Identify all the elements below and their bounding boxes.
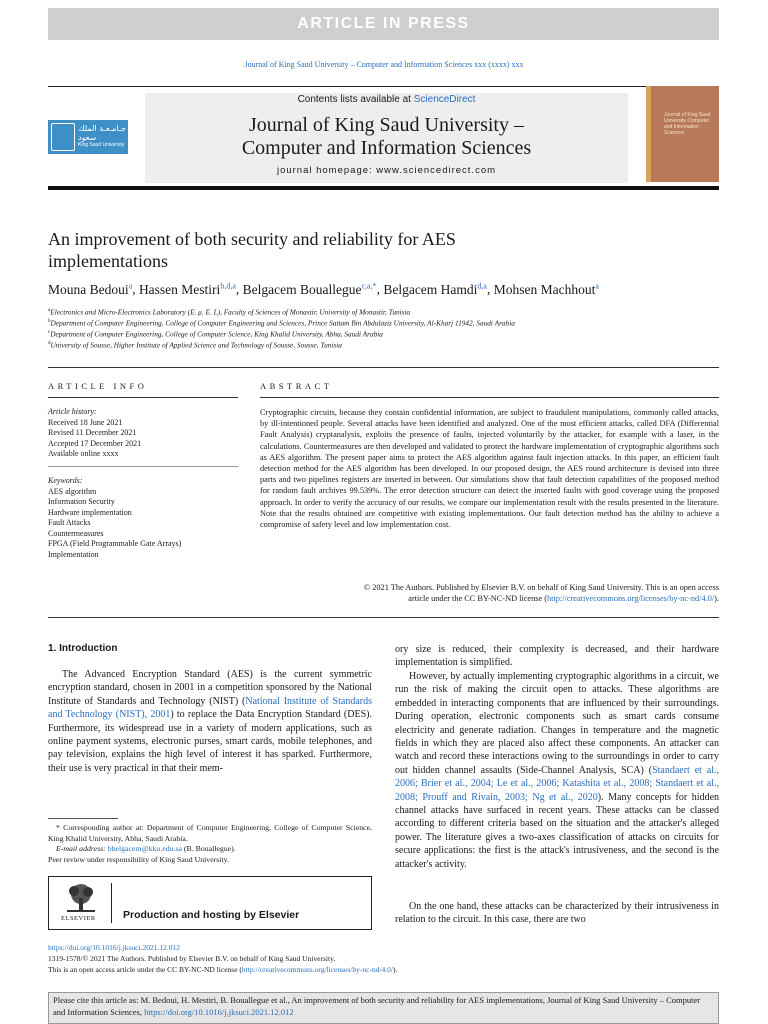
elsevier-wordmark: ELSEVIER [61, 915, 96, 922]
citation-text: Please cite this article as: M. Bedoui, H. Mestiri, B. Bouallegue et al., An improvement of both security and reliability for AES implementations, Journal of King Saud University – Computer and Information Sciences, [53, 995, 701, 1017]
affiliation: $^d$University of Sousse, Higher Institute of Applied Science and Technology of Sousse, Sousse, Tunisia [48, 340, 342, 350]
author-list: Mouna Bedoui$^a$, Hassen Mestiri$^{b,d,a}$, Belgacem Bouallegue$^{c,a,*}$, Belgacem Hamdi$^{d,a}$, Mohsen Machhout$^a$ [48, 281, 599, 297]
keyword: Information Security [48, 497, 115, 506]
copyright-line2: article under the CC BY-NC-ND license (http://creativecommons.org/licenses/by-nc-nd/4.0/). [408, 594, 719, 604]
article-title-line1: An improvement of both security and reliability for AES [48, 229, 456, 249]
affiliations-rule [48, 367, 719, 368]
contents-prefix: Contents lists available at [297, 94, 414, 105]
keywords-label: Keywords: [48, 476, 83, 485]
article-history [48, 407, 238, 460]
history-item: Received 18 June 2021 [48, 417, 123, 427]
elsevier-divider [111, 883, 112, 923]
journal-cover-thumbnail[interactable] [646, 86, 719, 182]
history-item: Available online xxxx [48, 449, 119, 458]
intro-paragraph: The Advanced Encryption Standard (AES) is the current symmetric encryption standard, chosen in 2001 in a competition sponsored by the National Institute of Standards and Technology (NIST) (National Institute of Standards and Technology (NIST), 2001) to replace the Data Encryption Standard (DES). Furthermore, its widespread use in a variety of modern applications, such as online payment systems, electronic purses, smart cards, mobile telephones, and pay television, explains the high level of interest it has sparked. Furthermore, their use is very practical in that their mem- [48, 669, 372, 774]
footnote-rule [48, 818, 118, 819]
author[interactable]: Mohsen Machhout$^a$ [493, 281, 599, 297]
peer-review-note: Peer review under responsibility of King Saud University. [48, 854, 229, 864]
ksu-logo-arabic: جـامـعـة الملك سعود [78, 124, 127, 142]
ksu-logo [48, 120, 128, 154]
history-item: Accepted 17 December 2021 [48, 438, 142, 448]
cc-license-link[interactable]: http://creativecommons.org/licenses/by-nc-nd/4.0/ [547, 594, 715, 604]
article-title [48, 228, 688, 272]
journal-reference-link[interactable]: Journal of King Saud University – Computer and Information Sciences xxx (xxxx) xxx [244, 60, 524, 69]
history-item: Revised 11 December 2021 [48, 428, 137, 437]
homepage-prefix: journal homepage: [276, 165, 377, 176]
homepage-link[interactable]: www.sciencedirect.com [376, 165, 497, 176]
author[interactable]: Belgacem Hamdi$^{d,a}$ [383, 281, 487, 297]
author[interactable]: Belgacem Bouallegue$^{c,a,*}$ [242, 281, 377, 297]
history-label: Article history: [48, 407, 97, 416]
author[interactable]: Mouna Bedoui$^a$ [48, 281, 133, 297]
masthead-bottom-rule [48, 186, 719, 190]
email-line: E-mail address: bbelgacem@kku.edu.sa (B. Bouallegue). [56, 844, 236, 854]
intro-paragraph: However, by actually implementing cryptographic algorithms in a circuit, we run the risk of making the circuit open to attacks. These algorithms are embedded in interacting components that are influenced by their surroundings. During operation, electronic components such as smart cards consume electricity and generate radiation. Changes in temperature and the magnetic fields in which they are placed also affect these components. An attacker can watch and record these interactions owing to the surroundings in order to carry out hidden channel assaults (Side-Channel Analysis, SCA) (Standaert et al., 2006; Brier et al., 2004; Le et al., 2006; Katashita et al., 2008; Standaert et al., 2008; Prouff and Rivain, 2003; Ng et al., 2020). Many concepts for hidden channel attacks have surfaced in recent years. These attacks can be classed according to different criteria based on the situation and the attacker's alleged power. The literature gives a two-axes classification of attacks on circuits for secure applications: the first is the attack's intrusiveness, and the second is the attacker's activity. [395, 671, 720, 870]
footnote [48, 823, 372, 865]
journal-title [145, 114, 628, 160]
citation-link[interactable]: Standaert et al., 2006; Brier et al., 2004; Le et al., 2006; Katashita et al., 2008; Standaert et al., 2008; Prouff and Rivain, 2003; Ng et al., 2020 [395, 764, 719, 803]
citation-doi-link[interactable]: https://doi.org/10.1016/j.jksuci.2021.12.012 [144, 1006, 294, 1017]
history-rule [48, 466, 238, 467]
article-info-heading: ARTICLE INFO [48, 381, 148, 391]
article-in-press-banner: ARTICLE IN PRESS [48, 8, 719, 40]
intro-paragraph: On the one hand, these attacks can be characterized by their intrusiveness in relation to the circuit. In this case, there are two [395, 901, 719, 926]
introduction-heading: 1. Introduction [48, 643, 118, 654]
ksu-logo-english: King Saud University [78, 142, 125, 148]
copyright-line1: © 2021 The Authors. Published by Elsevier B.V. on behalf of King Saud University. This is an open access [363, 583, 719, 592]
masthead-top-rule [48, 86, 719, 87]
cover-stripe [646, 86, 651, 182]
elsevier-hosting-box [48, 876, 372, 930]
abstract-rule [260, 397, 719, 398]
abstract-heading: ABSTRACT [260, 381, 333, 391]
keyword: FPGA (Field Programmable Gate Arrays) [48, 539, 182, 548]
license-line: This is an open access article under the CC BY-NC-ND license (http://creativecommons.org/licenses/by-nc-nd/4.0/). [48, 965, 398, 974]
keyword: Implementation [48, 549, 99, 559]
journal-homepage [145, 165, 628, 176]
article-info-rule [48, 397, 238, 398]
abstract-text: Cryptographic circuits, because they contain confidential information, are subject to fraudulent manipulations, commonly called attacks, by ill-intentioned people. Several attacks have been identified and analyzed. One of the most efficient attacks, called DFA (Differential Fault Analysis) cryptanalysis, exploits the presence of faults, injected voluntarily by the attacker, for example with a laser, in the calculations. Countermeasures are then developed and validated to protect the hardware implementation of cryptographic algorithms such as AES algorithm. The present paper aims to protect the AES algorithm against fault injection attacks. In this paper, an efficient fault detection method for the AES algorithm has been developed. In our proposed design, the AES round architecture is devised into three parts and two pipelines registers are inserted in between. Our simulations show that fault detection capabilities of the proposed method for random fault archives 99.539%. The error detection structure can detect the inserted faults with good coverage using the proposed approach. In order to verify the accuracy of our results, we compare our implementation result with the results presented in the literature. Note that the results obtained are competitive with existing implementations. Our fault detection method has the ability to achieve a compromise of safety level and low implementation cost. [260, 408, 719, 530]
license-link[interactable]: http://creativecommons.org/licenses/by-nc-nd/4.0/ [241, 965, 393, 974]
abstract-copyright [260, 582, 719, 604]
affiliation: $^a$Electronics and Micro-Electronics Laboratory (E. μ. E. L), Faculty of Sciences of Monastir, University of Monastir, Tunisia [48, 307, 411, 317]
keyword: AES algorithm [48, 486, 97, 496]
contents-available [145, 94, 628, 105]
abstract-bottom-rule [48, 617, 719, 618]
keyword: Countermeasures [48, 528, 104, 538]
keyword: Hardware implementation [48, 507, 132, 517]
journal-title-line2: Computer and Information Sciences [241, 137, 532, 159]
keyword: Fault Attacks [48, 518, 91, 527]
affiliation: $^c$Department of Computer Engineering, College of Computer Science, King Khalid University, Abha, Saudi Arabia [48, 329, 383, 339]
journal-title-line1: Journal of King Saud University – [249, 114, 524, 136]
ksu-emblem-icon [51, 123, 75, 151]
issn-line: 1319-1578/© 2021 The Authors. Published by Elsevier B.V. on behalf of King Saud University. [48, 954, 336, 963]
citation-box [48, 992, 719, 1024]
elsevier-hosting-text: Production and hosting by Elsevier [123, 909, 300, 921]
sciencedirect-link[interactable]: ScienceDirect [413, 94, 476, 105]
cover-text: Journal of King Saud University Computer and Information Sciences [664, 112, 711, 136]
article-title-line2: implementations [48, 251, 168, 271]
intro-paragraph: ory size is reduced, their complexity is decreased, and their hardware implementation is simplified. [395, 644, 719, 669]
nist-citation-link[interactable]: National Institute of Standards and Technology (NIST), 2001 [48, 695, 372, 721]
keywords [48, 476, 238, 560]
author[interactable]: Hassen Mestiri$^{b,d,a}$ [138, 281, 236, 297]
doi-link[interactable]: https://doi.org/10.1016/j.jksuci.2021.12.012 [48, 943, 180, 952]
affiliation: $^b$Department of Computer Engineering, College of Computer Engineering and Sciences, Prince Sattam Bin Abdulaziz University, Al-Kharj 11942, Saudi Arabia [48, 318, 515, 328]
email-link[interactable]: bbelgacem@kku.edu.sa [107, 844, 182, 854]
corresponding-author: * Corresponding author at: Department of Computer Engineering, College of Computer Science, King Khalid University, Abha, Saudi Arabia. [48, 823, 372, 843]
elsevier-tree-icon [61, 883, 101, 913]
